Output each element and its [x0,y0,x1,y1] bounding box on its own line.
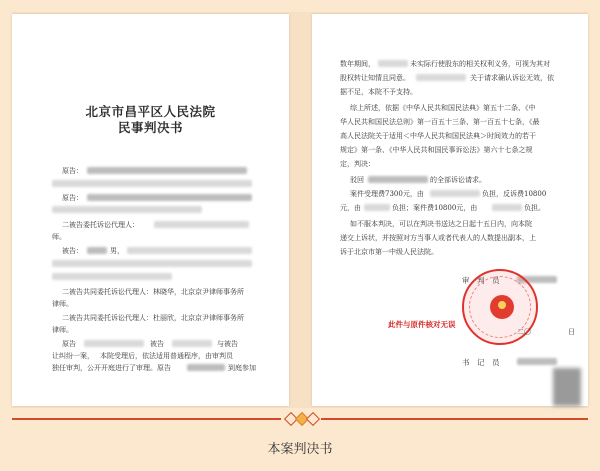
body-text: 让纠纷一案， [52,352,94,360]
body-text: 本院受理后，依法适用普通程序，由审判员 [100,352,233,360]
body-text: 的全部诉讼请求。 [430,176,486,184]
redacted-text [517,358,557,365]
body-text: 华人民共和国民法总则》第一百五十三条、第一百五十七条，《最 [340,118,540,126]
body-text: 与被告 [217,340,238,348]
redacted-text [154,221,249,228]
body-text: 递交上诉状，并按照对方当事人或者代表人的人数提出副本，上 [340,234,536,242]
body-text: 负担。 [524,204,545,212]
agent-line-cont: 律师。 [52,300,73,308]
body-text: 独任审判，公开开庭进行了审理。原告 [52,364,171,372]
redacted-text [378,60,408,67]
body-text: 到庭参加 [228,364,256,372]
redacted-text [172,340,212,347]
body-text: 驳回 [350,176,364,184]
second-plaintiff-label: 原告： [62,194,83,202]
redacted-text [52,273,172,280]
agent-line-cont: 师。 [52,233,66,241]
agent-line: 二被告委托诉讼代理人： [62,221,139,229]
body-text: 高人民法院关于适用＜中华人民共和国民法典＞时间效力的若干 [340,132,536,140]
body-text: 案件受理费7300元，由 [350,190,424,198]
defendant-label: 被告： [62,247,83,255]
body-text: 元，由 [340,204,361,212]
body-text: 诉于北京市第一中级人民法院。 [340,248,438,256]
redacted-text [52,206,202,213]
redacted-text [368,176,428,183]
body-text: 如不服本判决，可以在判决书送达之日起十五日内，向本院 [350,220,532,228]
body-text: 股权转让知情且同意。 [340,74,410,82]
redacted-text [492,204,522,211]
body-text: 综上所述，依据《中华人民共和国民法典》第五十二条、《中 [350,104,536,112]
judgment-page-2 [312,14,588,406]
body-text: 定，判决： [340,160,375,168]
body-text: 数年期间， [340,60,375,68]
body-text: 原告 [62,340,76,348]
verification-stamp: 此件与原件核对无误 [388,320,456,329]
redacted-text [87,167,247,174]
redacted-text [87,247,107,254]
diamond-icon [306,412,320,426]
body-text: 负担；案件费10800元，由 [392,204,478,212]
body-text: 据不足，本院不予支持。 [340,88,417,96]
court-name: 北京市昌平区人民法院 [85,104,216,119]
agent-line: 二被告共同委托诉讼代理人：林晓华，北京京尹律师事务所 [62,288,244,296]
defendant-gender: 男， [110,247,124,255]
plaintiff-label: 原告： [62,167,83,175]
redacted-text [52,260,252,267]
judge-label: 审 判 员 [462,276,500,285]
redacted-text [430,190,480,197]
agent-line: 二被告共同委托诉讼代理人：杜丽欣，北京京尹律师事务所 [62,314,244,322]
image-caption: 本案判决书 [267,442,333,457]
agent-line-cont: 律师。 [52,326,73,334]
divider-ornament [281,411,321,427]
body-text: 关于请求确认诉讼无效，依 [470,74,554,82]
redacted-text [416,74,466,81]
document-type: 民事判决书 [117,120,183,135]
body-text: 规定》第一条、《中华人民共和国民事诉讼法》第六十七条之规 [340,146,533,154]
body-text: 负担，反诉费10800 [482,190,547,198]
national-emblem-icon [490,295,514,319]
clerk-label: 书 记 员 [462,358,500,367]
qr-code-icon [553,368,581,406]
redacted-text [364,204,390,211]
redacted-text [87,194,252,201]
date-end: 日 [568,328,575,336]
body-text: 被告 [150,340,164,348]
redacted-text [52,180,252,187]
document-display-area [12,12,588,408]
redacted-text [127,247,252,254]
redacted-text [84,340,144,347]
body-text: 未实际行使股东的相关权利义务，可视为其对 [410,60,550,68]
redacted-text [187,364,225,371]
judgment-page-1 [12,14,289,406]
date-partial: 二〇 [517,328,531,336]
